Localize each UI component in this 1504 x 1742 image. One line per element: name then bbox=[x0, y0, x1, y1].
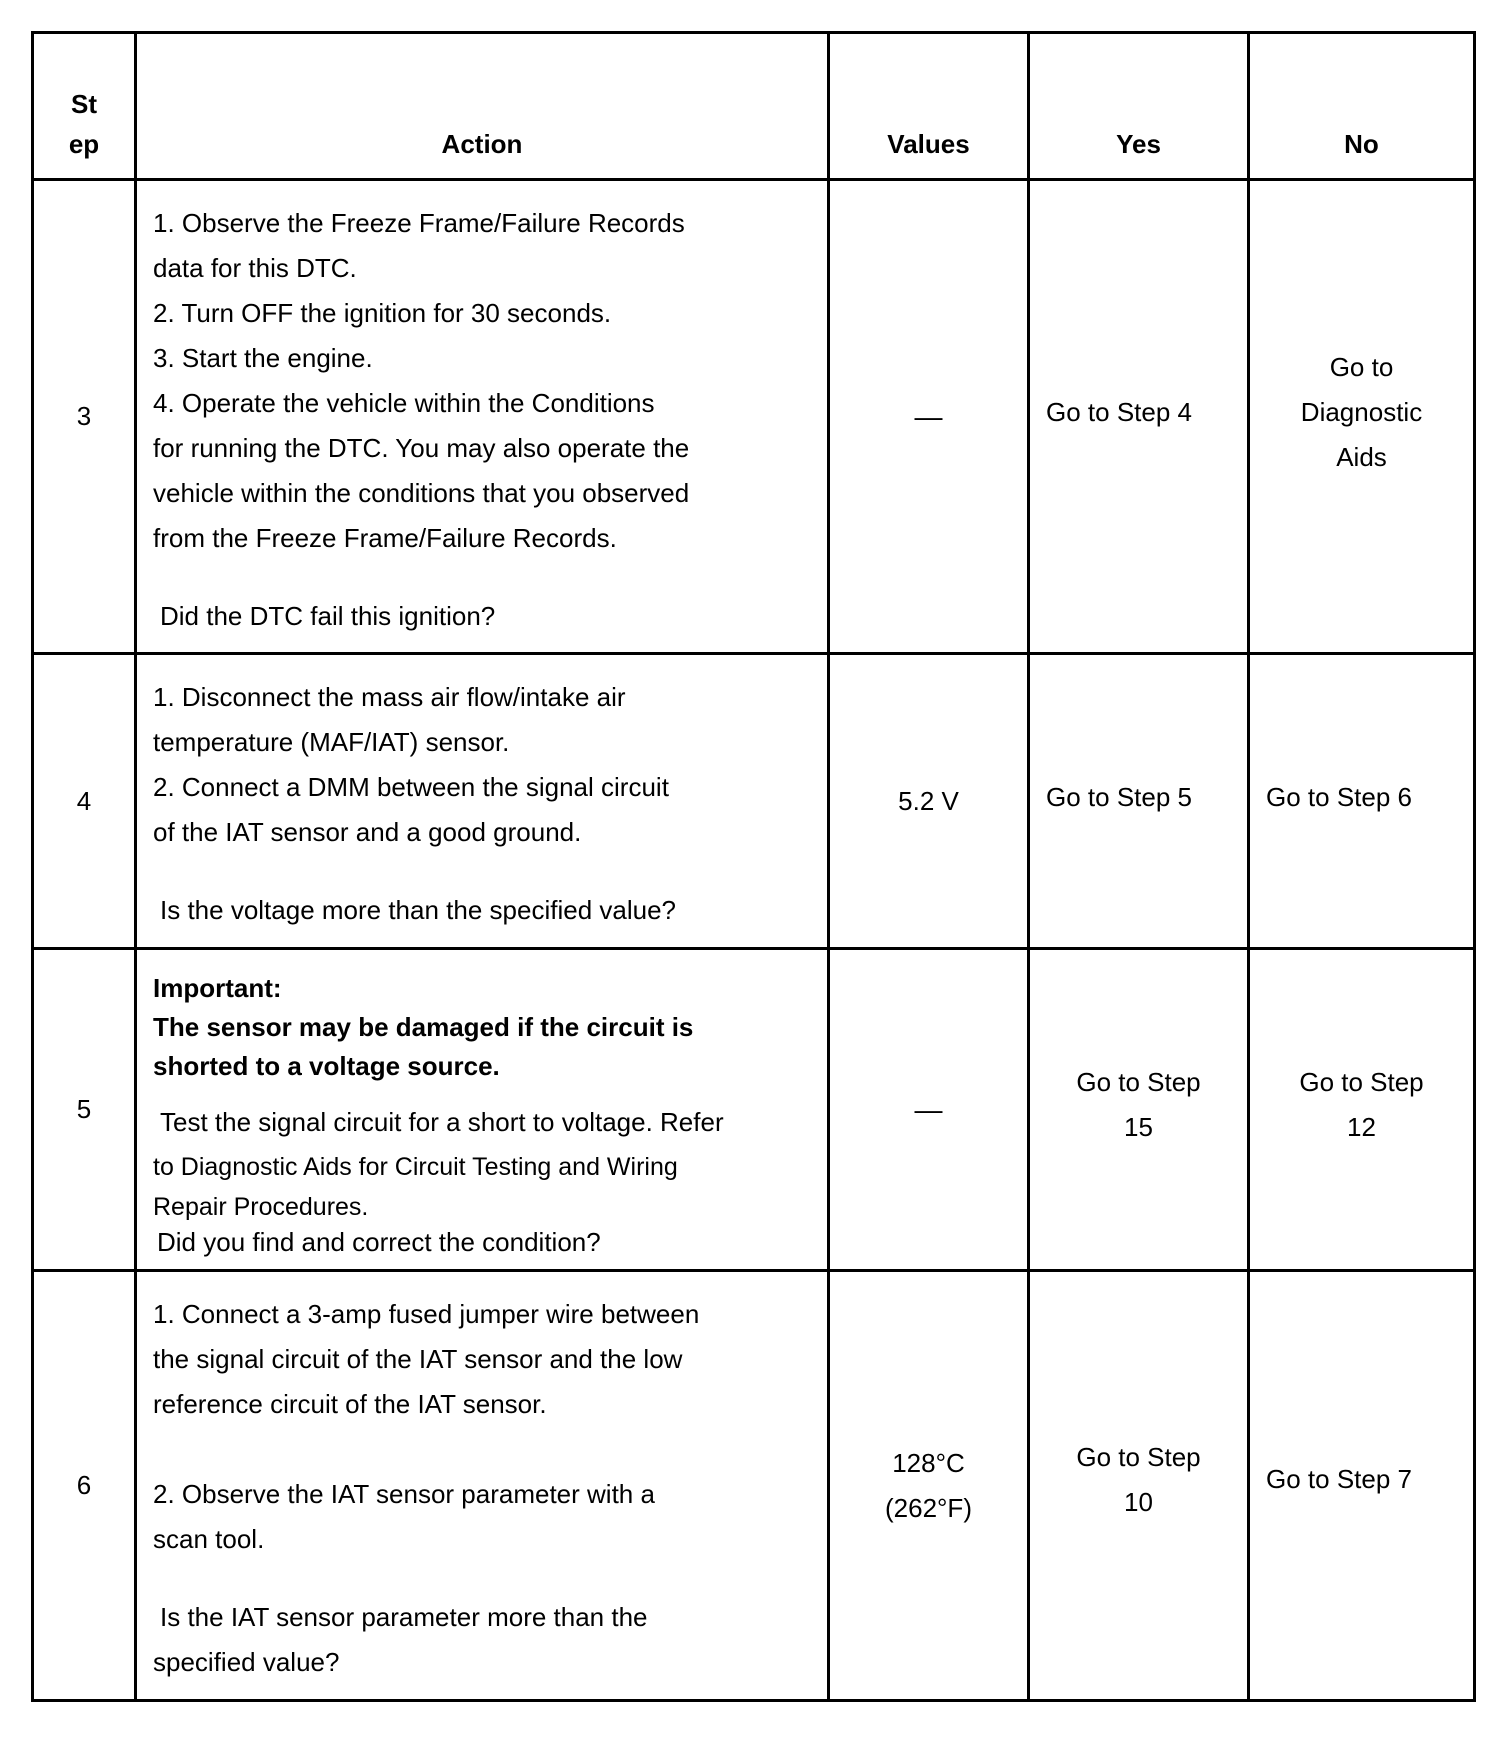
header-values: Values bbox=[829, 33, 1029, 180]
yes-cell: Go to Step 15 bbox=[1029, 949, 1249, 1271]
value-cell: 128°C (262°F) bbox=[829, 1271, 1029, 1701]
no-cell: Go to Step 7 bbox=[1249, 1271, 1475, 1701]
step-number: 3 bbox=[33, 180, 136, 654]
no-cell: Go to Step 12 bbox=[1249, 949, 1475, 1271]
important-title: Important: bbox=[153, 973, 282, 1003]
table-row bbox=[33, 949, 1475, 1271]
action-cell: Important: The sensor may be damaged if the circuit is shorted to a voltage source. Test the signal circuit for a short to voltage. Refer to Diagnostic Aids for Circuit Testing and Wiring Repair Procedures. Did you find and correct the condition? bbox=[136, 949, 829, 1271]
step-number: 4 bbox=[33, 654, 136, 949]
no-cell: Go to Step 6 bbox=[1249, 654, 1475, 949]
header-action: Action bbox=[136, 33, 829, 180]
yes-cell: Go to Step 4 bbox=[1029, 180, 1249, 654]
table-row bbox=[33, 180, 1475, 654]
step-number: 5 bbox=[33, 949, 136, 1271]
table-row bbox=[33, 1271, 1475, 1701]
value-cell: — bbox=[829, 949, 1029, 1271]
action-cell: 1. Observe the Freeze Frame/Failure Records data for this DTC. 2. Turn OFF the ignition for 30 seconds. 3. Start the engine. 4. Operate the vehicle within the Conditions for running the DTC. You may also operate the vehicle within the conditions that you observed from the Freeze Frame/Failure Records. Did the DTC fail this ignition? bbox=[136, 180, 829, 654]
action-cell: 1. Connect a 3-amp fused jumper wire between the signal circuit of the IAT sensor and the low reference circuit of the IAT sensor. 2. Observe the IAT sensor parameter with a scan tool. Is the IAT sensor parameter more than the specified value? bbox=[136, 1271, 829, 1701]
header-no: No bbox=[1249, 33, 1475, 180]
question: Did you find and correct the condition? bbox=[157, 1227, 601, 1257]
yes-cell: Go to Step 5 bbox=[1029, 654, 1249, 949]
yes-cell: Go to Step 10 bbox=[1029, 1271, 1249, 1701]
value-cell: — bbox=[829, 180, 1029, 654]
header-yes: Yes bbox=[1029, 33, 1249, 180]
table-row bbox=[33, 654, 1475, 949]
no-cell: Go to Diagnostic Aids bbox=[1249, 180, 1475, 654]
action-cell: 1. Disconnect the mass air flow/intake air temperature (MAF/IAT) sensor. 2. Connect a DMM between the signal circuit of the IAT sensor and a good ground. Is the voltage more than the specified value? bbox=[136, 654, 829, 949]
value-cell: 5.2 V bbox=[829, 654, 1029, 949]
question: Did the DTC fail this ignition? bbox=[160, 600, 496, 631]
diagnostic-table bbox=[31, 31, 1476, 1702]
step-number: 6 bbox=[33, 1271, 136, 1701]
question: Is the voltage more than the specified value? bbox=[160, 895, 676, 925]
header-row bbox=[33, 33, 1475, 180]
question: Is the IAT sensor parameter more than the bbox=[160, 1602, 648, 1632]
header-step: St ep bbox=[33, 33, 136, 180]
